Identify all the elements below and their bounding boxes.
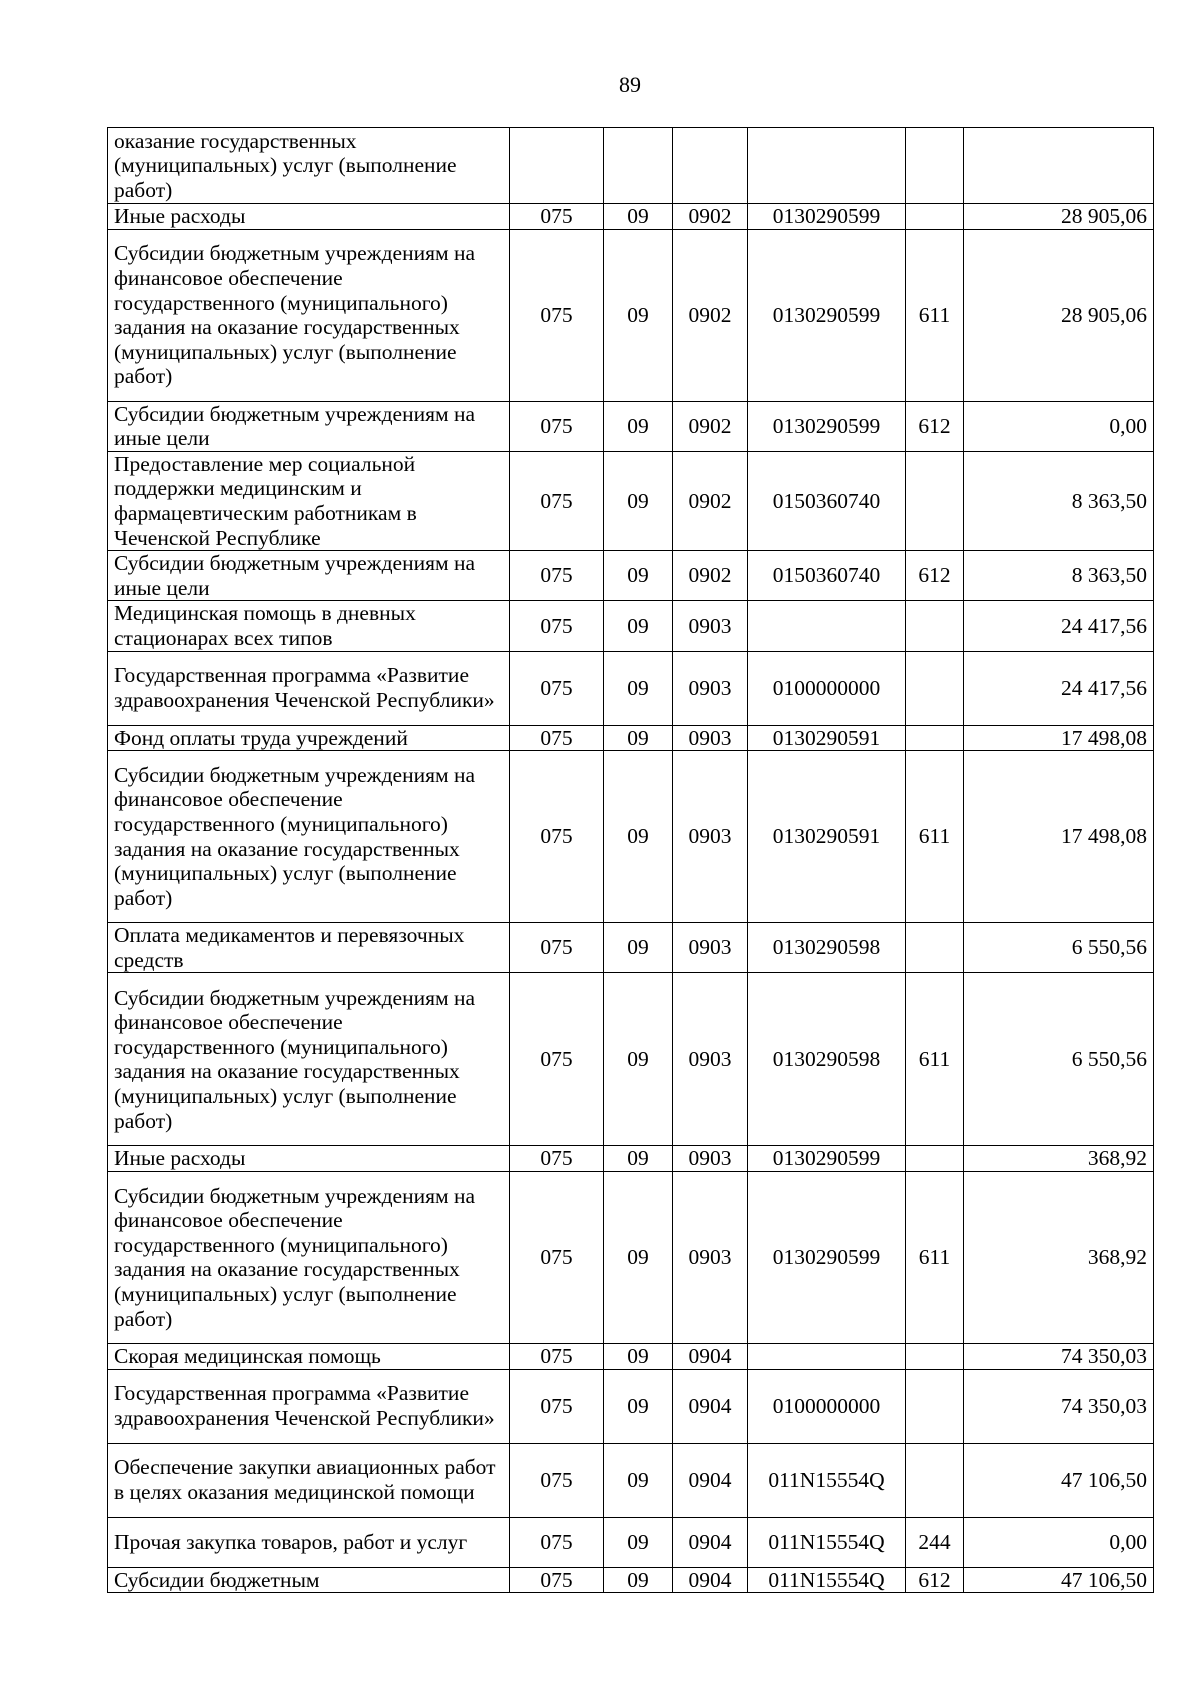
row-section-cell: 09 xyxy=(604,551,673,601)
row-name-cell: Субсидии бюджетным xyxy=(108,1567,510,1593)
table-row xyxy=(108,923,1154,973)
row-target-article-cell: 0130290599 xyxy=(748,229,906,401)
row-name-cell: Государственная программа «Развитие здравоохранения Чеченской Республики» xyxy=(108,651,510,725)
row-target-article-cell xyxy=(748,1343,906,1369)
row-section-cell: 09 xyxy=(604,601,673,651)
row-expense-type-cell xyxy=(906,451,964,550)
row-grbs-cell: 075 xyxy=(510,1567,604,1593)
row-section-cell xyxy=(604,128,673,204)
row-grbs-cell: 075 xyxy=(510,551,604,601)
row-name-cell: Медицинская помощь в дневных стационарах всех типов xyxy=(108,601,510,651)
table-row xyxy=(108,751,1154,923)
row-subsection-cell xyxy=(673,128,748,204)
budget-table xyxy=(107,127,1154,1593)
row-target-article-cell: 0150360740 xyxy=(748,551,906,601)
row-target-article-cell: 0130290598 xyxy=(748,973,906,1146)
row-expense-type-cell: 244 xyxy=(906,1517,964,1567)
row-subsection-cell: 0902 xyxy=(673,401,748,451)
row-expense-type-cell xyxy=(906,128,964,204)
row-name-cell: Иные расходы xyxy=(108,204,510,230)
row-name-cell: оказание государственных (муниципальных) услуг (выполнение работ) xyxy=(108,128,510,204)
row-name-cell: Оплата медикаментов и перевязочных средств xyxy=(108,923,510,973)
row-expense-type-cell xyxy=(906,725,964,751)
row-amount-cell: 47 106,50 xyxy=(964,1567,1154,1593)
row-expense-type-cell xyxy=(906,1146,964,1172)
row-expense-type-cell: 611 xyxy=(906,751,964,923)
row-name-cell: Субсидии бюджетным учреждениям на финансовое обеспечение государственного (муниципального) задания на оказание государственных (муниципальных) услуг (выполнение работ) xyxy=(108,751,510,923)
row-section-cell: 09 xyxy=(604,1517,673,1567)
row-amount-cell: 0,00 xyxy=(964,401,1154,451)
table-row xyxy=(108,973,1154,1146)
row-expense-type-cell xyxy=(906,923,964,973)
row-target-article-cell: 011N15554Q xyxy=(748,1517,906,1567)
row-subsection-cell: 0904 xyxy=(673,1369,748,1443)
row-target-article-cell: 0130290599 xyxy=(748,204,906,230)
table-row xyxy=(108,1146,1154,1172)
row-target-article-cell: 0130290598 xyxy=(748,923,906,973)
row-name-cell: Фонд оплаты труда учреждений xyxy=(108,725,510,751)
row-subsection-cell: 0903 xyxy=(673,651,748,725)
row-target-article-cell: 0130290599 xyxy=(748,1171,906,1343)
row-amount-cell: 8 363,50 xyxy=(964,451,1154,550)
row-amount-cell xyxy=(964,128,1154,204)
table-row xyxy=(108,401,1154,451)
row-expense-type-cell xyxy=(906,1369,964,1443)
row-section-cell: 09 xyxy=(604,1146,673,1172)
row-amount-cell: 74 350,03 xyxy=(964,1343,1154,1369)
row-grbs-cell: 075 xyxy=(510,1171,604,1343)
row-subsection-cell: 0903 xyxy=(673,601,748,651)
row-amount-cell: 6 550,56 xyxy=(964,923,1154,973)
row-section-cell: 09 xyxy=(604,204,673,230)
row-section-cell: 09 xyxy=(604,1443,673,1517)
row-target-article-cell: 0150360740 xyxy=(748,451,906,550)
row-amount-cell: 17 498,08 xyxy=(964,725,1154,751)
row-target-article-cell: 011N15554Q xyxy=(748,1443,906,1517)
row-subsection-cell: 0902 xyxy=(673,451,748,550)
row-subsection-cell: 0902 xyxy=(673,204,748,230)
row-subsection-cell: 0903 xyxy=(673,923,748,973)
row-subsection-cell: 0903 xyxy=(673,751,748,923)
row-name-cell: Субсидии бюджетным учреждениям на финансовое обеспечение государственного (муниципального) задания на оказание государственных (муниципальных) услуг (выполнение работ) xyxy=(108,229,510,401)
row-grbs-cell: 075 xyxy=(510,923,604,973)
table-row xyxy=(108,1369,1154,1443)
row-subsection-cell: 0903 xyxy=(673,1171,748,1343)
row-grbs-cell: 075 xyxy=(510,725,604,751)
row-expense-type-cell: 611 xyxy=(906,1171,964,1343)
row-grbs-cell: 075 xyxy=(510,451,604,550)
row-name-cell: Государственная программа «Развитие здравоохранения Чеченской Республики» xyxy=(108,1369,510,1443)
row-amount-cell: 74 350,03 xyxy=(964,1369,1154,1443)
row-grbs-cell: 075 xyxy=(510,1343,604,1369)
row-target-article-cell: 0130290599 xyxy=(748,401,906,451)
row-amount-cell: 8 363,50 xyxy=(964,551,1154,601)
row-grbs-cell: 075 xyxy=(510,1146,604,1172)
row-amount-cell: 6 550,56 xyxy=(964,973,1154,1146)
page-number: 89 xyxy=(619,72,641,97)
table-row xyxy=(108,1567,1154,1593)
row-expense-type-cell xyxy=(906,651,964,725)
row-amount-cell: 368,92 xyxy=(964,1171,1154,1343)
row-expense-type-cell xyxy=(906,204,964,230)
table-row xyxy=(108,1517,1154,1567)
row-name-cell: Субсидии бюджетным учреждениям на финансовое обеспечение государственного (муниципального) задания на оказание государственных (муниципальных) услуг (выполнение работ) xyxy=(108,973,510,1146)
table-row xyxy=(108,651,1154,725)
row-name-cell: Субсидии бюджетным учреждениям на финансовое обеспечение государственного (муниципального) задания на оказание государственных (муниципальных) услуг (выполнение работ) xyxy=(108,1171,510,1343)
row-amount-cell: 47 106,50 xyxy=(964,1443,1154,1517)
row-section-cell: 09 xyxy=(604,1567,673,1593)
row-section-cell: 09 xyxy=(604,973,673,1146)
row-amount-cell: 28 905,06 xyxy=(964,204,1154,230)
row-grbs-cell xyxy=(510,128,604,204)
row-subsection-cell: 0902 xyxy=(673,229,748,401)
row-target-article-cell xyxy=(748,601,906,651)
row-amount-cell: 28 905,06 xyxy=(964,229,1154,401)
table-row xyxy=(108,1343,1154,1369)
row-section-cell: 09 xyxy=(604,451,673,550)
row-expense-type-cell xyxy=(906,601,964,651)
row-subsection-cell: 0904 xyxy=(673,1517,748,1567)
table-row xyxy=(108,128,1154,204)
row-expense-type-cell xyxy=(906,1343,964,1369)
row-grbs-cell: 075 xyxy=(510,1443,604,1517)
table-row xyxy=(108,204,1154,230)
row-grbs-cell: 075 xyxy=(510,401,604,451)
row-section-cell: 09 xyxy=(604,651,673,725)
row-target-article-cell: 0100000000 xyxy=(748,1369,906,1443)
table-row xyxy=(108,551,1154,601)
row-target-article-cell: 0130290599 xyxy=(748,1146,906,1172)
row-subsection-cell: 0903 xyxy=(673,973,748,1146)
row-expense-type-cell: 611 xyxy=(906,973,964,1146)
row-target-article-cell: 0100000000 xyxy=(748,651,906,725)
row-section-cell: 09 xyxy=(604,725,673,751)
table-row xyxy=(108,725,1154,751)
row-section-cell: 09 xyxy=(604,401,673,451)
row-amount-cell: 368,92 xyxy=(964,1146,1154,1172)
row-subsection-cell: 0902 xyxy=(673,551,748,601)
row-section-cell: 09 xyxy=(604,229,673,401)
row-target-article-cell xyxy=(748,128,906,204)
row-target-article-cell: 0130290591 xyxy=(748,751,906,923)
table-row xyxy=(108,1443,1154,1517)
row-grbs-cell: 075 xyxy=(510,1369,604,1443)
row-subsection-cell: 0903 xyxy=(673,1146,748,1172)
row-name-cell: Прочая закупка товаров, работ и услуг xyxy=(108,1517,510,1567)
row-name-cell: Предоставление мер социальной поддержки медицинским и фармацевтическим работникам в Чеченской Республике xyxy=(108,451,510,550)
row-amount-cell: 24 417,56 xyxy=(964,651,1154,725)
table-row xyxy=(108,451,1154,550)
row-subsection-cell: 0903 xyxy=(673,725,748,751)
row-grbs-cell: 075 xyxy=(510,751,604,923)
row-name-cell: Обеспечение закупки авиационных работ в целях оказания медицинской помощи xyxy=(108,1443,510,1517)
row-subsection-cell: 0904 xyxy=(673,1567,748,1593)
row-subsection-cell: 0904 xyxy=(673,1343,748,1369)
row-name-cell: Иные расходы xyxy=(108,1146,510,1172)
row-name-cell: Субсидии бюджетным учреждениям на иные цели xyxy=(108,551,510,601)
row-name-cell: Скорая медицинская помощь xyxy=(108,1343,510,1369)
table-row xyxy=(108,601,1154,651)
row-expense-type-cell xyxy=(906,1443,964,1517)
row-grbs-cell: 075 xyxy=(510,1517,604,1567)
row-amount-cell: 17 498,08 xyxy=(964,751,1154,923)
row-section-cell: 09 xyxy=(604,1369,673,1443)
row-grbs-cell: 075 xyxy=(510,204,604,230)
row-grbs-cell: 075 xyxy=(510,651,604,725)
table-row xyxy=(108,1171,1154,1343)
table-row xyxy=(108,229,1154,401)
row-grbs-cell: 075 xyxy=(510,973,604,1146)
row-grbs-cell: 075 xyxy=(510,601,604,651)
row-amount-cell: 0,00 xyxy=(964,1517,1154,1567)
row-grbs-cell: 075 xyxy=(510,229,604,401)
row-subsection-cell: 0904 xyxy=(673,1443,748,1517)
row-section-cell: 09 xyxy=(604,751,673,923)
row-section-cell: 09 xyxy=(604,1343,673,1369)
row-name-cell: Субсидии бюджетным учреждениям на иные цели xyxy=(108,401,510,451)
row-expense-type-cell: 612 xyxy=(906,401,964,451)
row-amount-cell: 24 417,56 xyxy=(964,601,1154,651)
row-section-cell: 09 xyxy=(604,923,673,973)
row-expense-type-cell: 612 xyxy=(906,1567,964,1593)
row-expense-type-cell: 612 xyxy=(906,551,964,601)
row-section-cell: 09 xyxy=(604,1171,673,1343)
row-expense-type-cell: 611 xyxy=(906,229,964,401)
row-target-article-cell: 011N15554Q xyxy=(748,1567,906,1593)
row-target-article-cell: 0130290591 xyxy=(748,725,906,751)
